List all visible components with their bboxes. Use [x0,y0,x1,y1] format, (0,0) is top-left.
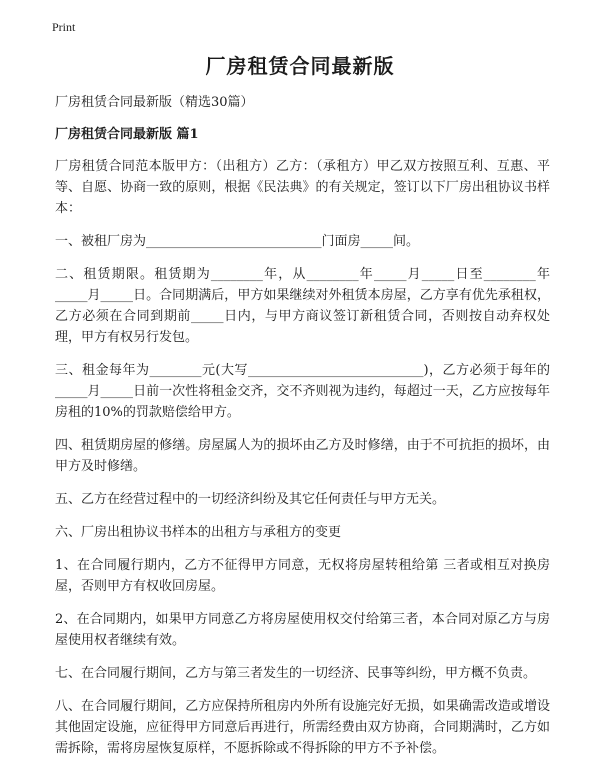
paragraph-intro: 厂房租赁合同范本版甲方：（出租方）乙方：（承租方）甲乙双方按照互利、互惠、平等、自愿、协商一致的原则，根据《民法典》的有关规定，签订以下厂房出租协议书样本： [55,159,550,216]
paragraph-clause-6: 六、厂房出租协议书样本的出租方与承租方的变更 [55,525,342,540]
paragraph-clause-8: 八、在合同履行期间，乙方应保持所租房内外所有设施完好无损，如果确需改造或增设其他固定设施，应征得甲方同意后再进行，所需经费由双方协商，合同期满时，乙方如需拆除，需将房屋恢复原样，不愿拆除或不得拆除的甲方不予补偿。 [55,699,550,756]
paragraph-clause-2: 二、租赁期限。租赁期为________年，从________年_____月_____日至________年_____月_____日。合同期满后，甲方如果继续对外租赁本房屋，乙方享有优先承租权，乙方必须在合同到期前_____日内，与甲方商议签订新租赁合同，否则按自动弃权处理，甲方有权另行发包。 [55,267,550,345]
paragraph-clause-5: 五、乙方在经营过程中的一切经济纠纷及其它任何责任与甲方无关。 [55,492,446,507]
document-body [55,92,550,771]
print-label[interactable]: Print [52,20,76,34]
document-title: 厂房租赁合同最新版 [205,54,395,78]
paragraph-clause-6-1: 1、在合同履行期内，乙方不征得甲方同意，无权将房屋转租给第 三者或相互对换房屋，否则甲方有权收回房屋。 [55,558,550,594]
document-subtitle: 厂房租赁合同最新版（精选30篇） [55,95,254,110]
paragraph-clause-1: 一、被租厂房为___________________________门面房_____间。 [55,234,420,249]
paragraph-clause-7: 七、在合同履行期间，乙方与第三者发生的一切经济、民事等纠纷，甲方概不负责。 [55,666,537,681]
paragraph-clause-4: 四、租赁期房屋的修缮。房屋属人为的损坏由乙方及时修缮，由于不可抗拒的损坏，由甲方及时修缮。 [55,438,550,474]
section-title: 厂房租赁合同最新版 篇1 [55,127,199,142]
paragraph-clause-3: 三、租金每年为________元(大写___________________________)，乙方必须于每年的_____月_____日前一次性将租金交齐，交不齐则视为违约，每超过一天，乙方应按每年房租的10%的罚款赔偿给甲方。 [55,363,550,420]
paragraph-clause-6-2: 2、在合同期内，如果甲方同意乙方将房屋使用权交付给第三者，本合同对原乙方与房屋使用权者继续有效。 [55,612,550,648]
